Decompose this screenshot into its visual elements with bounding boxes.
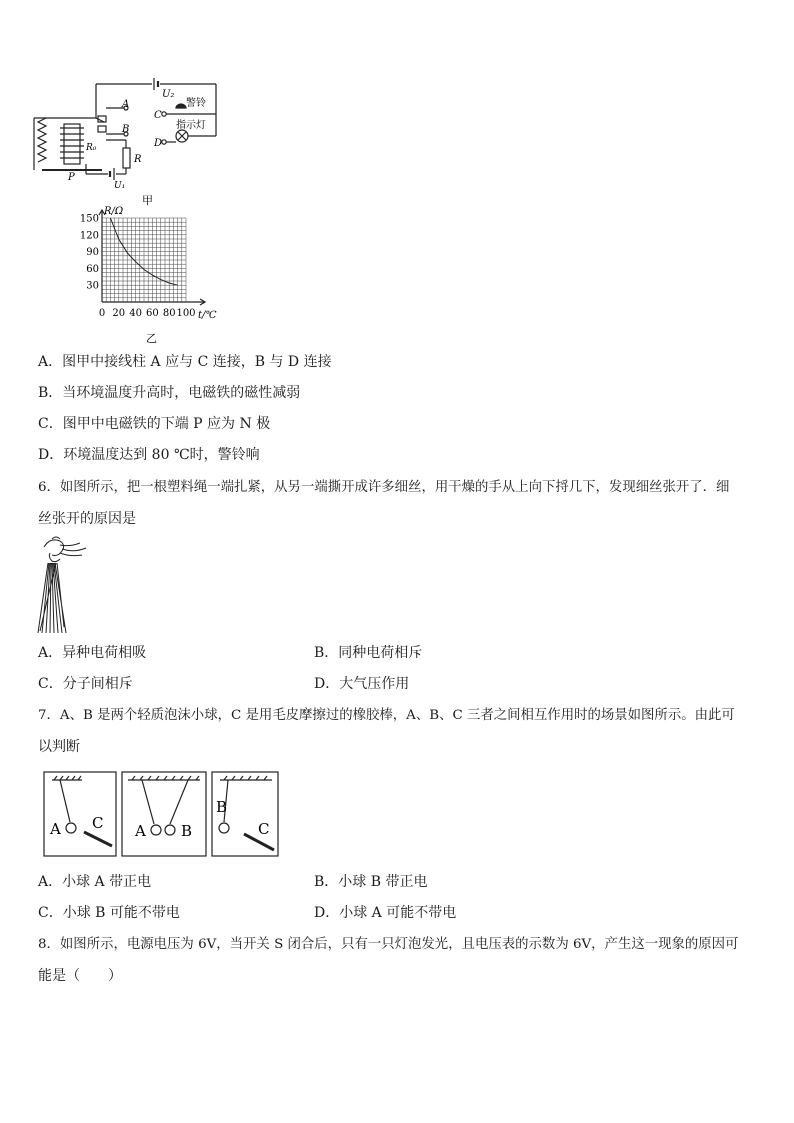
fig-label-c1: C — [92, 814, 104, 832]
y-tick-label: 120 — [80, 230, 99, 242]
fig-label-a1: A — [50, 820, 61, 838]
q6-option-d[interactable]: D．大气压作用 — [314, 676, 410, 692]
plastic-rope-hand-figure — [36, 535, 96, 635]
label-b: B — [122, 124, 130, 135]
q7-option-d[interactable]: D．小球 A 可能不带电 — [314, 905, 457, 921]
q6-stem-line1: 6．如图所示，把一根塑料绳一端扎紧，从另一端撕开成许多细丝，用干燥的手从上向下捋几下，发现细丝张开了．细 — [38, 480, 730, 495]
q5-option-a[interactable]: A．图甲中接线柱 A 应与 C 连接，B 与 D 连接 — [38, 354, 332, 370]
q6-stem-line2: 丝张开的原因是 — [38, 511, 136, 527]
q7-option-c[interactable]: C．小球 B 可能不带电 — [38, 905, 180, 921]
resistance-temperature-chart — [80, 202, 230, 344]
q5-option-b[interactable]: B．当环境温度升高时，电磁铁的磁性减弱 — [38, 385, 301, 401]
q8-stem-line2: 能是（ ） — [38, 968, 122, 984]
x-axis-label: t/℃ — [198, 310, 217, 321]
label-d: D — [154, 138, 163, 149]
label-r0: R₀ — [86, 143, 97, 153]
q7-stem-line1: 7．A、B 是两个轻质泡沫小球，C 是用毛皮摩擦过的橡胶棒，A、B、C 三者之间相互作用时的场景如图所示。由此可 — [38, 708, 735, 723]
charged-balls-figure — [42, 770, 282, 860]
fig-label-b2: B — [181, 822, 193, 840]
y-axis-label: R/Ω — [104, 206, 124, 217]
y-tick-label: 90 — [86, 247, 99, 259]
label-lamp: 指示灯 — [176, 120, 206, 131]
fig-label-b3: B — [216, 798, 228, 816]
y-tick-label: 150 — [80, 213, 99, 225]
caption-yi: 乙 — [146, 332, 157, 344]
x-tick-label: 20 — [112, 308, 126, 319]
q6-option-a[interactable]: A．异种电荷相吸 — [38, 645, 147, 661]
x-tick-label: 100 — [176, 308, 196, 319]
x-tick-label: 0 — [98, 308, 106, 319]
label-p: P — [68, 172, 75, 183]
q7-stem-line2: 以判断 — [38, 739, 80, 755]
q6-option-b[interactable]: B．同种电荷相斥 — [314, 645, 423, 661]
q6-option-c[interactable]: C．分子间相斥 — [38, 676, 133, 692]
y-tick-label: 30 — [86, 280, 99, 292]
label-u1: U₁ — [114, 181, 126, 191]
fig-label-c3: C — [258, 820, 270, 838]
label-u2: U₂ — [162, 89, 175, 100]
q8-stem-line1: 8．如图所示，电源电压为 6V，当开关 S 闭合后，只有一只灯泡发光，且电压表的示数为 6V，产生这一现象的原因可 — [38, 937, 739, 952]
fig-label-a2: A — [135, 822, 146, 840]
q5-option-d[interactable]: D．环境温度达到 80 ℃时，警铃响 — [38, 447, 260, 463]
label-a: A — [122, 99, 130, 110]
q7-option-b[interactable]: B．小球 B 带正电 — [314, 874, 428, 890]
caption-jia: 甲 — [142, 194, 153, 207]
x-tick-label: 60 — [146, 308, 159, 319]
label-r: R — [134, 154, 142, 165]
x-tick-label: 40 — [129, 308, 142, 319]
label-c: C — [154, 110, 162, 121]
q7-option-a[interactable]: A．小球 A 带正电 — [38, 874, 152, 890]
label-bell: 警铃 — [186, 98, 206, 109]
q5-option-c[interactable]: C．图甲中电磁铁的下端 P 应为 N 极 — [38, 416, 271, 432]
x-tick-label: 80 — [162, 308, 176, 319]
relay-circuit-figure — [30, 72, 230, 207]
y-tick-label: 60 — [86, 263, 99, 275]
